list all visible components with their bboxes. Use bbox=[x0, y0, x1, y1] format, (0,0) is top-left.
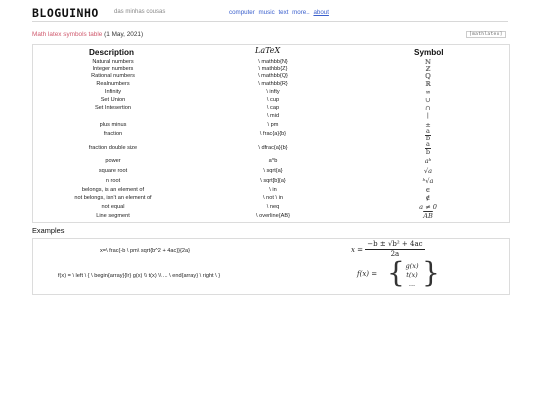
nav-link-about[interactable]: about bbox=[313, 9, 329, 16]
right-brace-glyph: } bbox=[422, 256, 440, 289]
row-description: Infinity bbox=[104, 89, 122, 95]
example-code-quadratic: x=\ frac{-b \ pm\ sqrt{b^2 + 4ac}}{2a} bbox=[100, 248, 191, 254]
row-latex-code: \ cup bbox=[266, 97, 280, 103]
row-symbol: ℤ bbox=[425, 65, 431, 73]
fraction-denominator: b bbox=[425, 148, 431, 156]
row-latex-code: \ mathbb{R} bbox=[258, 81, 288, 87]
post-title-link[interactable]: Math latex symbols table bbox=[32, 31, 103, 38]
row-latex-code: \ infty bbox=[266, 89, 280, 95]
row-symbol: a ≠ 0 bbox=[419, 203, 437, 211]
row-symbol: ± bbox=[425, 121, 431, 129]
row-latex-code: \ in bbox=[269, 187, 277, 193]
column-header-symbol: Symbol bbox=[414, 48, 444, 57]
quadratic-lhs: x = bbox=[351, 245, 364, 254]
cases-lhs: f(x) = bbox=[357, 270, 378, 278]
row-description: fraction bbox=[103, 131, 123, 137]
row-description: n root bbox=[105, 178, 121, 184]
example-code-cases: f(x) = \ left \ { \ begin{array}{lr} g(x) \\ t(x) \\ ... \ end{array} \ right \ } bbox=[58, 273, 221, 279]
row-symbol: $\overline{AB}$ bbox=[423, 212, 433, 220]
row-latex-code: \ dfrac{a}{b} bbox=[258, 145, 288, 151]
post-date: (1 May, 2021) bbox=[104, 31, 144, 38]
row-symbol: ∣ bbox=[427, 112, 429, 120]
row-description: not equal bbox=[101, 204, 125, 210]
row-description: fraction double size bbox=[88, 145, 138, 151]
row-symbol: ∩ bbox=[425, 104, 431, 112]
top-nav bbox=[229, 9, 331, 16]
row-description: Natural numbers bbox=[92, 59, 134, 65]
case-item: t(x) bbox=[406, 271, 418, 279]
quadratic-numerator: −b ± √b² + 4ac bbox=[367, 240, 423, 248]
examples-heading: Examples bbox=[32, 226, 65, 235]
symbols-table bbox=[32, 44, 510, 223]
row-description: belongs, is an element of bbox=[81, 187, 145, 193]
case-item: ... bbox=[408, 280, 416, 288]
nav-link-more[interactable]: more.. bbox=[292, 9, 310, 16]
fraction-denominator: b bbox=[425, 133, 431, 142]
column-header-description: Description bbox=[89, 48, 135, 57]
row-latex-code: \ mathbb{N} bbox=[258, 59, 288, 65]
row-symbol: ∞ bbox=[425, 88, 431, 96]
case-item: g(x) bbox=[405, 262, 419, 270]
row-symbol: ∈ bbox=[425, 186, 431, 194]
examples-table bbox=[32, 238, 510, 295]
row-description: Rational numbers bbox=[91, 73, 135, 79]
row-symbol: ℝ bbox=[425, 80, 431, 88]
row-latex-code: \ frac{a}{b} bbox=[259, 131, 287, 137]
row-description: Set Intesertion bbox=[94, 105, 132, 111]
row-description: power bbox=[105, 158, 121, 164]
row-description: not belongs, isn't an element of bbox=[74, 195, 152, 201]
row-latex-code: a^b bbox=[268, 158, 278, 164]
row-description: square root bbox=[98, 168, 128, 174]
row-latex-code: \ not \ in bbox=[263, 195, 283, 201]
row-description: Set Union bbox=[100, 97, 126, 103]
post-tag[interactable]: [mathlatex] bbox=[466, 31, 506, 38]
row-symbol: √a bbox=[423, 167, 433, 175]
row-description: plus minus bbox=[99, 122, 127, 128]
row-symbol bbox=[388, 141, 468, 156]
row-symbol: ᵇ√a bbox=[422, 177, 434, 185]
post-title bbox=[32, 31, 143, 38]
row-latex-code: \ mathbb{Z} bbox=[258, 66, 288, 72]
site-header bbox=[32, 6, 508, 22]
nav-link-music[interactable]: music bbox=[258, 9, 275, 16]
row-latex-code: \ cap bbox=[266, 105, 280, 111]
row-latex-code: \ sqrt{a} bbox=[263, 168, 283, 174]
site-tagline: das minhas cousas bbox=[114, 9, 166, 15]
header-divider bbox=[32, 21, 508, 22]
row-description: Integer numbers bbox=[92, 66, 134, 72]
left-brace-glyph: { bbox=[387, 256, 405, 289]
nav-link-text[interactable]: text bbox=[278, 9, 289, 16]
row-latex-code: \ mathbb{Q} bbox=[258, 73, 288, 79]
row-description: Realnumbers bbox=[96, 81, 130, 87]
row-latex-code: \ mid bbox=[266, 113, 280, 119]
cases-list bbox=[401, 262, 423, 289]
quadratic-denominator: 2a bbox=[390, 250, 400, 258]
fraction-symbol bbox=[425, 141, 431, 156]
site-brand[interactable]: BLOGUINHO bbox=[32, 6, 99, 20]
nav-link-computer[interactable]: computer bbox=[229, 9, 255, 16]
row-latex-code: \ pm bbox=[267, 122, 279, 128]
row-symbol: ℚ bbox=[425, 72, 431, 80]
row-symbol: ∪ bbox=[425, 96, 431, 104]
row-description: Line segment bbox=[96, 213, 130, 219]
fraction-numerator: a bbox=[426, 140, 430, 148]
row-latex-code: \ overline{AB} bbox=[256, 213, 290, 219]
row-symbol: ℕ bbox=[424, 58, 432, 66]
row-symbol: ∉ bbox=[425, 194, 431, 202]
row-latex-code: \ sqrt[b]{a} bbox=[260, 178, 286, 184]
row-symbol: aᵇ bbox=[424, 157, 432, 165]
row-latex-code: \ neq bbox=[266, 204, 280, 210]
column-header-latex: LaTeX bbox=[255, 46, 281, 55]
fraction-numerator: a bbox=[426, 127, 430, 135]
